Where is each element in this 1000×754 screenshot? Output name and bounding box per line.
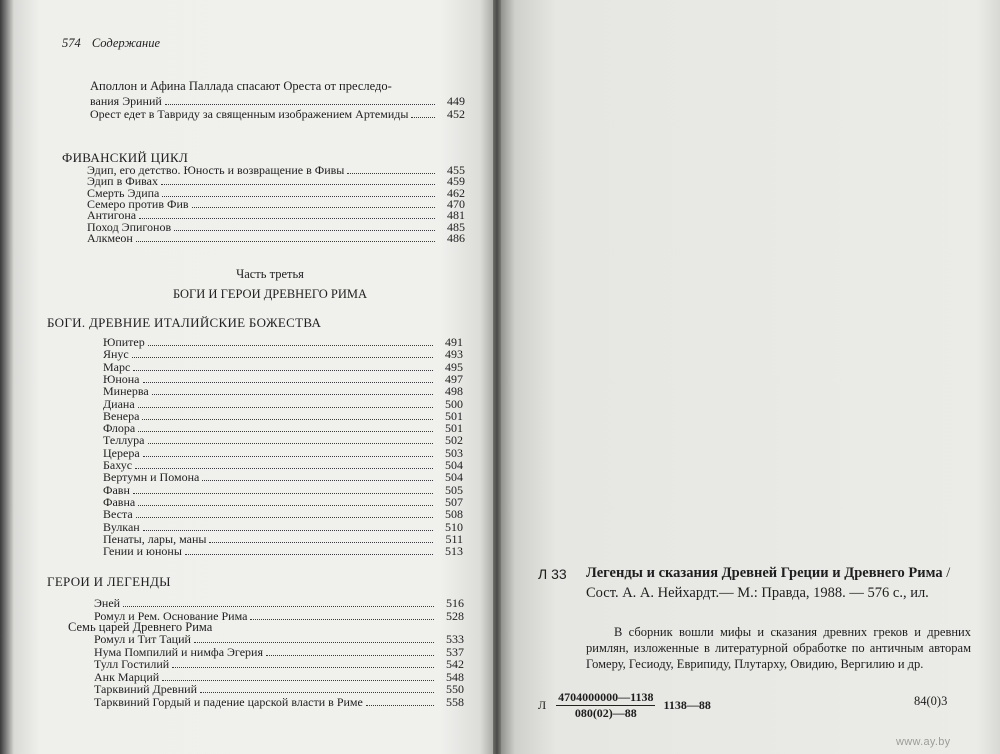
toc-entry-title: Диана	[103, 396, 135, 411]
annotation: В сборник вошли мифы и сказания древних греков и древних римлян, изложенные в литературной обработке по античным авторам Гомеру, Гесиоду, Еврипиду, Плутарху, Овидию, Вергилию и др.	[586, 625, 971, 671]
toc-entry-title: Эней	[94, 596, 121, 610]
toc-entry-page: 449	[447, 94, 465, 108]
toc-entry-title: Юпитер	[103, 335, 145, 349]
toc-entry	[103, 398, 463, 411]
toc-entry-page: 504	[445, 470, 463, 485]
toc-entry-page: 462	[447, 185, 465, 200]
leader-dots	[192, 207, 435, 208]
leader-dots	[136, 517, 433, 518]
leader-dots	[411, 117, 435, 118]
leader-dots	[133, 493, 433, 494]
toc-entry-page: 455	[447, 163, 465, 177]
part-label: Часть третья	[236, 267, 304, 281]
toc-entry-title: Вулкан	[103, 519, 140, 534]
toc-entry-title: Антигона	[87, 208, 137, 223]
formula-prefix: Л	[538, 698, 547, 712]
toc-entry	[103, 373, 463, 386]
toc-entry	[103, 484, 463, 497]
subsection-seven-kings: Семь царей Древнего Рима	[68, 620, 213, 634]
leader-dots	[347, 173, 435, 174]
leader-dots	[366, 705, 434, 706]
toc-entry-page: 493	[445, 347, 463, 362]
toc-entry	[103, 447, 463, 460]
toc-entry-title: Янус	[103, 347, 129, 362]
formula-numerator: 4704000000—1138	[558, 690, 654, 704]
classification-formula	[538, 690, 711, 721]
toc-entry-page: 533	[446, 632, 464, 646]
toc-entry-title: Эдип в Фивах	[87, 174, 158, 189]
toc-entry-title: Фавн	[103, 482, 130, 497]
toc-entry-title: Церера	[103, 445, 140, 460]
toc-entry-title: Поход Эпигонов	[87, 219, 172, 234]
bibliographic-details: / Сост. А. А. Нейхардт.— М.: Правда, 1988. — 576 с., ил.	[586, 565, 951, 601]
toc-entry-title: Тарквиний Древний	[94, 682, 197, 697]
toc-entry	[103, 422, 463, 435]
leader-dots	[142, 419, 433, 420]
leader-dots	[185, 554, 433, 555]
toc-entry-page: 504	[445, 458, 463, 472]
toc-entry	[103, 336, 463, 349]
toc-entry-page: 497	[445, 371, 463, 386]
leader-dots	[162, 680, 434, 681]
toc-entry-title: Алкмеон	[87, 230, 133, 245]
toc-entry-title: Орест едет в Тавриду за священным изображением Артемиды	[90, 107, 409, 121]
toc-entry	[103, 545, 463, 558]
toc-entry	[103, 385, 463, 398]
toc-entry-title: Анк Марций	[94, 669, 160, 684]
leader-dots	[152, 394, 433, 395]
toc-entry-page: 502	[445, 433, 463, 448]
catalog-code: Л 33	[538, 566, 567, 582]
toc-entry-page: 508	[445, 507, 463, 522]
toc-entry-title: вания Эриний	[90, 94, 162, 108]
leader-dots	[209, 542, 433, 543]
leader-dots	[138, 431, 433, 432]
bibliographic-record	[586, 563, 971, 603]
toc-entry	[103, 508, 463, 521]
toc-entry-page: 550	[446, 682, 464, 697]
toc-entry-page: 542	[446, 657, 464, 672]
toc-entry-title: Ромул и Тит Таций	[94, 632, 191, 646]
udc-code: 84(0)3	[914, 694, 948, 708]
leader-dots	[139, 218, 435, 219]
toc-entry-page: 503	[445, 445, 463, 460]
toc-entry-page: 505	[445, 482, 463, 497]
leader-dots	[148, 345, 433, 346]
leader-dots	[266, 655, 434, 656]
toc-entry	[103, 361, 463, 374]
leader-dots	[138, 407, 433, 408]
toc-entry-page: 459	[447, 174, 465, 189]
toc-entry-title: Ромул и Рем. Основание Рима	[94, 608, 248, 623]
toc-entry-title: Минерва	[103, 384, 149, 399]
toc-entry-page: 498	[445, 384, 463, 399]
toc-entry-title: Тарквиний Гордый и падение царской власти в Риме	[94, 695, 363, 709]
toc-entry-title: Тулл Гостилий	[94, 657, 170, 672]
toc-entry-page: 501	[445, 421, 463, 436]
leader-dots	[123, 606, 434, 607]
toc-entry-title: Пенаты, лары, маны	[103, 531, 207, 546]
formula-suffix: 1138—88	[663, 698, 711, 712]
page-number: 574	[62, 36, 81, 50]
leader-dots	[143, 456, 433, 457]
toc-entry-page: 500	[445, 396, 463, 411]
toc-entry-page: 491	[445, 335, 463, 349]
leader-dots	[172, 667, 434, 668]
toc-entry-page: 513	[445, 544, 463, 559]
toc-entry-page: 516	[446, 596, 464, 610]
leader-dots	[148, 443, 433, 444]
formula-denominator: 080(02)—88	[574, 706, 637, 720]
toc-entry	[103, 410, 463, 423]
toc-entry-title: Эдип, его детство. Юность и возвращение в Фивы	[87, 163, 345, 177]
toc-entry-orest	[90, 108, 465, 121]
section-heading-heroes: ГЕРОИ И ЛЕГЕНДЫ	[47, 574, 171, 589]
toc-entry-page: 558	[446, 695, 464, 709]
leader-dots	[136, 241, 435, 242]
toc-entry	[103, 471, 463, 484]
toc-entry-page: 511	[445, 531, 463, 546]
leader-dots	[250, 619, 434, 620]
toc-entry-title: Венера	[103, 408, 140, 423]
toc-entry-title: Веста	[103, 507, 133, 522]
toc-entry	[87, 232, 465, 245]
toc-entry-title: Вертумн и Помона	[103, 470, 200, 485]
toc-entry	[103, 434, 463, 447]
toc-entry-title: Флора	[103, 421, 136, 436]
toc-entry-title: Семеро против Фив	[87, 196, 189, 211]
toc-entry	[103, 348, 463, 361]
leader-dots	[161, 184, 435, 185]
section-heading-gods: БОГИ. ДРЕВНИЕ ИТАЛИЙСКИЕ БОЖЕСТВА	[47, 315, 322, 330]
leader-dots	[194, 642, 434, 643]
watermark: www.ay.by	[896, 736, 951, 748]
toc-entry-page: 507	[445, 494, 463, 509]
part-title: БОГИ И ГЕРОИ ДРЕВНЕГО РИМА	[172, 287, 368, 301]
toc-entry-page: 486	[447, 230, 465, 245]
toc-entry-title: Марс	[103, 359, 131, 374]
running-head	[62, 36, 160, 51]
toc-entry-title: Гении и юноны	[103, 544, 182, 559]
toc-entry-page: 510	[445, 519, 463, 534]
toc-entry-page: 485	[447, 219, 465, 234]
leader-dots	[132, 357, 433, 358]
toc-entry-page: 537	[446, 644, 464, 659]
bibliographic-title: Легенды и сказания Древней Греции и Древнего Рима	[586, 565, 943, 581]
leader-dots	[202, 480, 433, 481]
toc-entry-page: 481	[447, 208, 465, 223]
leader-dots	[135, 468, 433, 469]
toc-entry	[94, 696, 464, 709]
toc-entry-page: 470	[447, 196, 465, 211]
toc-entry-page: 528	[446, 608, 464, 623]
leader-dots	[200, 692, 434, 693]
toc-entry-title: Теллура	[103, 433, 145, 448]
toc-entry-title: Смерть Эдипа	[87, 185, 160, 200]
leader-dots	[165, 104, 435, 105]
running-head-title: Содержание	[91, 36, 161, 50]
leader-dots	[143, 530, 433, 531]
toc-entry-page: 548	[446, 669, 464, 684]
toc-entry-page: 452	[447, 107, 465, 121]
toc-entry-intro-line1: Аполлон и Афина Паллада спасают Ореста от преследо-	[90, 79, 392, 93]
toc-entry-page: 495	[445, 359, 463, 374]
leader-dots	[138, 505, 433, 506]
leader-dots	[174, 230, 435, 231]
leader-dots	[143, 382, 433, 383]
toc-entry-title: Нума Помпилий и нимфа Эгерия	[94, 644, 263, 659]
leader-dots	[133, 370, 433, 371]
section-heading-theban: ФИВАНСКИЙ ЦИКЛ	[62, 150, 189, 165]
toc-entry-title: Юнона	[103, 371, 140, 386]
toc-entry-title: Фавна	[103, 494, 136, 509]
book-binding	[493, 0, 501, 754]
toc-entry	[103, 496, 463, 509]
toc-entry-page: 501	[445, 408, 463, 423]
toc-entry-title: Бахус	[103, 458, 133, 472]
formula-fraction	[556, 690, 655, 721]
leader-dots	[162, 196, 435, 197]
